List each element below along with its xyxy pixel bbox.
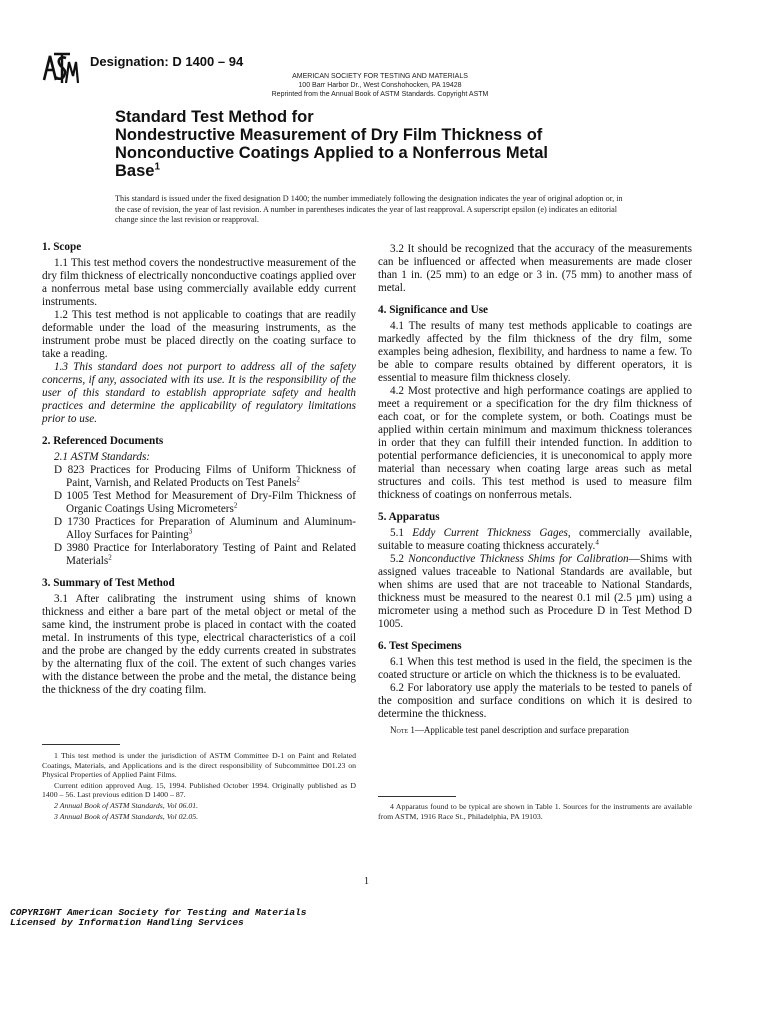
footnote-item: 2 Annual Book of ASTM Standards, Vol 06.01. <box>54 800 199 810</box>
publisher-line: AMERICAN SOCIETY FOR TESTING AND MATERIALS <box>292 73 468 80</box>
paragraph-4-1: 4.1 The results of many test methods applicable to coatings are markedly affected by the film thickness of the dry film, some examples being adhesion, flexibility, and hardness to name a few. To be able to compare results obtained by different operators, it is essential to measure film thickness closely. <box>378 320 692 384</box>
paragraph-1-1: 1.1 This test method covers the nondestructive measurement of the dry film thickness of electrically nonconductive coatings applied over a nonferrous metal base using commercially available eddy current instruments. <box>42 257 356 308</box>
document-title <box>115 108 635 180</box>
title-line-last <box>115 162 635 180</box>
footnote-right <box>378 802 692 821</box>
left-column <box>42 241 356 697</box>
footnote-item: Current edition approved Aug. 15, 1994. Published October 1994. Originally published as D 1400 – 56. Last previous edition D 1400 – 87. <box>42 780 356 800</box>
paragraph-5-2: 5.2 Nonconductive Thickness Shims for Calibration—Shims with assigned values traceable to National Standards are available, but when shims are used that are not traceable to National Standards, thickness must be measured to the nearest 0.1 mil (2.5 µm) using a micrometer using a method such as Procedure D in Test Method D 1005. <box>378 553 692 630</box>
publisher-line: Reprinted from the Annual Book of ASTM Standards. Copyright ASTM <box>271 91 489 98</box>
title-line: Base <box>115 162 155 180</box>
section-heading-summary: 3. Summary of Test Method <box>42 577 175 589</box>
astm-logo-icon <box>40 50 80 86</box>
title-line: Standard Test Method for <box>115 108 314 126</box>
paragraph-3-2: 3.2 It should be recognized that the accuracy of the measurements can be influenced or affected when measurements are made closer than 1 in. (25 mm) to an edge or 3 in. (75 mm) to another mass of metal. <box>378 243 692 294</box>
title-footnote-mark: 1 <box>154 161 161 173</box>
copyright-notice <box>10 908 306 928</box>
footnote-item: 3 Annual Book of ASTM Standards, Vol 02.05. <box>54 811 199 821</box>
paragraph-2-1: 2.1 ASTM Standards: <box>54 451 151 463</box>
paragraph-6-1: 6.1 When this test method is used in the field, the specimen is the coated structure or article on which the thickness is to be evaluated. <box>378 656 692 681</box>
right-column <box>378 243 692 737</box>
section-heading-test-specimens: 6. Test Specimens <box>378 640 462 652</box>
footnote-item: 1 This test method is under the jurisdiction of ASTM Committee D-1 on Paint and Related Coatings, Materials, and Applications and is the direct responsibility of Subcommittee D01.23 on Physical Properties of Applied Paint Films. <box>42 751 356 780</box>
designation: Designation: D 1400 – 94 <box>90 54 244 69</box>
paragraph-6-2: 6.2 For laboratory use apply the materials to be tested to panels of the composition and surface conditions on which it is desired to determine the thickness. <box>378 682 692 720</box>
page-number: 1 <box>364 876 369 887</box>
section-heading-significance: 4. Significance and Use <box>378 304 489 316</box>
footnote-rule-right <box>378 796 456 797</box>
reference-item: D 823 Practices for Producing Films of Uniform Thickness of Paint, Varnish, and Related Products on Test Panels$^2$ <box>54 464 356 489</box>
reference-item: D 3980 Practice for Interlaboratory Testing of Paint and Related Materials$^2$ <box>54 542 356 567</box>
title-line: Nonconductive Coatings Applied to a Nonferrous Metal <box>115 144 548 162</box>
publisher-info <box>240 72 520 99</box>
paragraph-5-1: 5.1 Eddy Current Thickness Gages, commercially available, suitable to measure coating thickness accurately.$^4$ <box>378 527 692 552</box>
section-heading-scope: 1. Scope <box>42 241 82 253</box>
title-line: Nondestructive Measurement of Dry Film Thickness of <box>115 126 543 144</box>
reference-item: D 1005 Test Method for Measurement of Dry-Film Thickness of Organic Coatings Using Micrometers$^2$ <box>54 490 356 515</box>
footnote-rule-left <box>42 744 120 745</box>
section-heading-apparatus: 5. Apparatus <box>378 511 440 523</box>
publisher-line: 100 Barr Harbor Dr., West Conshohocken, PA 19428 <box>298 82 462 89</box>
paragraph-4-2: 4.2 Most protective and high performance coatings are applied to meet a requirement or a specification for the dry film thickness of each coat, or for the complete system, or both. Coatings must be applied within certain minimum and maximum thickness tolerances in order that they can fulfill their intended function. In addition to potential performance deficiencies, it is uneconomical to apply more material than necessary when coating large areas such as metal structures and coils. This test method is used to measure film thickness of coatings on nonferrous metals. <box>378 385 692 501</box>
paragraph-1-2: 1.2 This test method is not applicable to coatings that are readily deformable under the load of the measuring instruments, as the instrument probe must be placed directly on the coating surface to take a reading. <box>42 309 356 360</box>
reference-item: D 1730 Practices for Preparation of Aluminum and Aluminum-Alloy Surfaces for Painting$^3$ <box>54 516 356 541</box>
copyright-line: Licensed by Information Handling Services <box>10 917 244 928</box>
footnote-item: 4 Apparatus found to be typical are shown in Table 1. Sources for the instruments are available from ASTM, 1916 Race St., Philadelphia, PA 19103. <box>378 802 692 821</box>
paragraph-1-3: 1.3 This standard does not purport to address all of the safety concerns, if any, associated with its use. It is the responsibility of the user of this standard to establish appropriate safety and health practices and determine the applicability of regulatory limitations prior to use. <box>42 361 356 425</box>
paragraph-3-1: 3.1 After calibrating the instrument using shims of known thickness and either a bare part of the metal object or metal of the same kind, the instrument probe is placed in contact with the coated metal. In instruments of this type, electrical characteristics of a coil and the probe are changed by the eddy currents created in substrates by the alternating flux of the coil. The extent of such changes varies with the distance between the probe and the metal, the distance being the thickness of the dry coating film. <box>42 593 356 696</box>
copyright-line: COPYRIGHT American Society for Testing and Materials <box>10 907 307 918</box>
footnotes-left <box>42 751 356 822</box>
section-heading-referenced-documents: 2. Referenced Documents <box>42 435 164 447</box>
note-1: Note 1—Applicable test panel description and surface preparation <box>390 725 629 735</box>
issued-note: This standard is issued under the fixed designation D 1400; the number immediately following the designation indicates the year of original adoption or, in the case of revision, the year of last revision. A number in parentheses indicates the year of last reapproval. A superscript epsilon (e) indicates an editorial change since the last revision or reapproval. <box>115 194 623 224</box>
